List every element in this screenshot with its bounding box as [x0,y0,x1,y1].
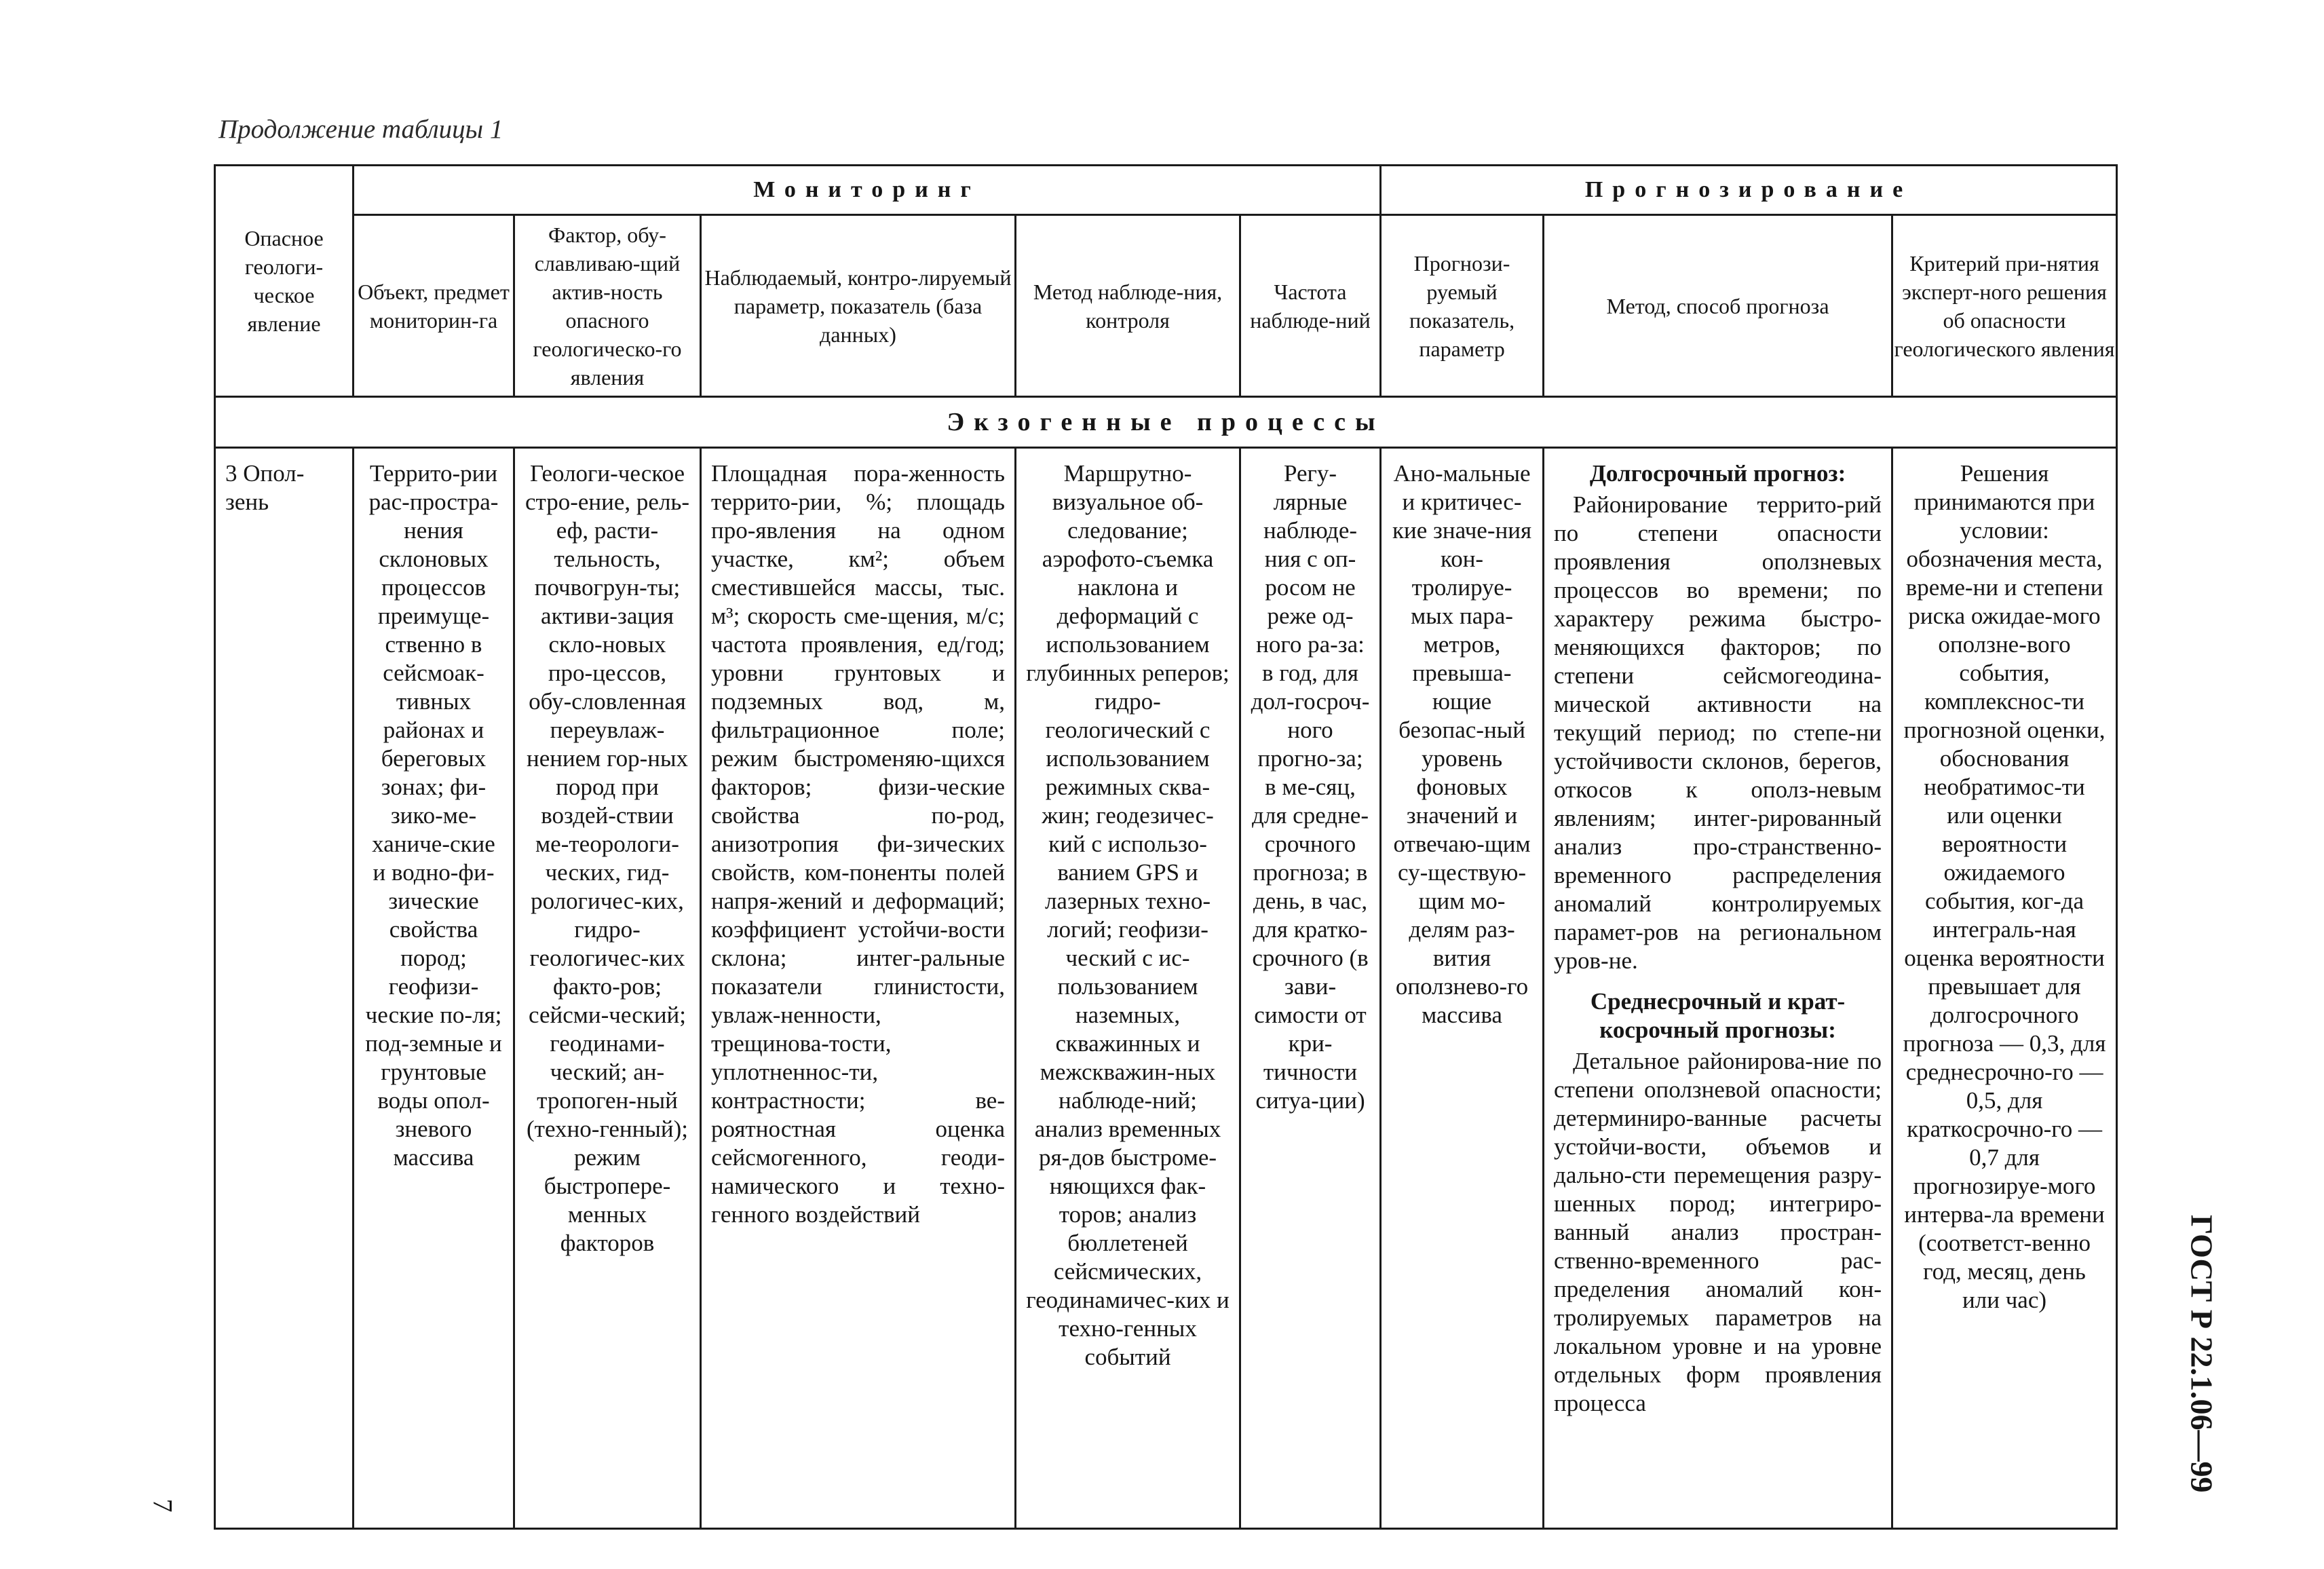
cell-forecast-param: Ано-мальные и критичес-кие значе-ния кон-тролируе-мых пара-метров, превыша-ющие безопас-ный уровень фоновых значений и отвечаю-щим су-ществую-щим мо-делям раз-вития оползнево-го массива [1392,460,1532,1028]
cell-forecast-method [1544,449,1891,1418]
long-term-text: Районирование террито-рий по степени опасности проявления оползневых процессов во времени; по характеру режима быстро-меняющихся факторов; по степени сейсмогеодина-мической активности на текущий период; по степе-ни устойчивости склонов, берегов, откосов к ополз-невым явлениям; интег-рированный анализ про-странственно-временного распределения аномалий контролируемых парамет-ров на региональном уров-не. [1554,491,1882,974]
group-header-monitoring: Мониторинг [354,166,1381,215]
table-caption: Продолжение таблицы 1 [218,115,503,144]
col-header-method: Метод наблюде-ния, контроля [1016,215,1240,397]
long-term-title: Долгосрочный прогноз: [1589,460,1846,487]
col-header-forecast-param: Прогнози-руемый показатель, параметр [1381,215,1544,397]
col-header-factor: Фактор, обу-славливаю-щий актив-ность опасного геологическо-го явления [514,215,701,397]
table-row [215,448,2117,1529]
section-title: Экзогенные процессы [215,397,2117,448]
col-header-object: Объект, предмет мониторин-га [354,215,514,397]
cell-phenomenon: 3 Опол-зень [225,460,305,515]
cell-criterion: Решения принимаются при условии: обозначения места, време-ни и степени риска ожидае-мого оползне-вого события, комплекснос-ти прогнозной оценки, обоснования необратимос-ти или оценки вероятности ожидаемого события, ког-да интеграль-ная оценка вероятности превышает для долгосрочного прогноза — 0,3, для среднесрочно-го — 0,5, для краткосрочно-го — 0,7 для прогнозируе-мого интерва-ла времени (соответст-венно год, месяц, день или час) [1903,460,2106,1313]
monitoring-table [214,164,2118,1530]
col-header-phenomenon: Опасное геологи-ческое явление [215,166,354,397]
short-term-text: Детальное районирова-ние по степени оползневой опасности; детерминиро-ванные расчеты устойчи-вости, объемов и дально-сти перемещения разру-шенных пород; интегриро-ванный анализ простран-ственно-временного рас-пределения аномалий кон-тролируемых параметров на локальном уровне и на уровне отдельных форм проявления процесса [1554,1048,1882,1416]
col-header-forecast-method: Метод, способ прогноза [1544,215,1892,397]
short-term-title: Среднесрочный и крат-косрочный прогнозы: [1590,988,1846,1043]
col-header-criterion: Критерий при-нятия эксперт-ного решения об опасности геологического явления [1892,215,2117,397]
col-header-frequency: Частота наблюде-ний [1240,215,1381,397]
cell-frequency: Регу-лярные наблюде-ния с оп-росом не реже од-ного ра-за: в год, для дол-госроч-ного прогно-за; в ме-сяц, для средне-срочного прогноза; в день, в час, для кратко-срочного (в зави-симости от кри-тичности ситуа-ции) [1251,460,1370,1114]
cell-object: Террито-рии рас-простра-нения склоновых процессов преимуще-ственно в сейсмоак-тивных районах и береговых зонах; фи-зико-ме-ханиче-ские и водно-фи-зические свойства пород; геофизи-ческие по-ля; под-земные и грунтовые воды опол-зневого массива [365,460,502,1171]
cell-method: Маршрутно-визуальное об-следование; аэрофото-съемка наклона и деформаций с использованием глубинных реперов; гидро-геологический с использованием режимных сква-жин; геодезичес-кий с использо-ванием GPS и лазерных техно-логий; геофизи-ческий с ис-пользованием наземных, скважинных и межскважин-ных наблюде-ний; анализ временных ря-дов быстроме-няющихся фак-торов; анализ бюллетеней сейсмических, геодинамичес-ких и техно-генных событий [1026,460,1230,1370]
col-header-parameter: Наблюдаемый, контро-лируемый параметр, показатель (база данных) [701,215,1016,397]
cell-factor: Геологи-ческое стро-ение, рель-еф, расти-тельность, почвогрун-ты; активи-зация скло-новых про-цессов, обу-словленная переувлаж-нением гор-ных пород при воздей-ствии ме-теорологи-ческих, гид-рологичес-ких, гидро-геологичес-ких факто-ров; сейсми-ческий; геодинами-ческий; ан-тропоген-ный (техно-генный); режим быстропере-менных факторов [525,460,690,1256]
group-header-forecast: Прогнозирование [1381,166,2117,215]
page-number: 7 [147,1498,178,1513]
cell-parameter: Площадная пора-женность террито-рии, %; площадь про-явления на одном участке, км²; объем сместившейся массы, тыс. м³; скорость сме-щения, м/с; частота проявления, ед/год; уровни грунтовых и подземных вод, м, фильтрационное поле; режим быстроменяю-щихся факторов; физи-ческие свойства по-род, анизотропия фи-зических свойств, ком-поненты полей напря-жений и деформаций; коэффициент устойчи-вости склона; интег-ральные показатели глинистости, увлаж-ненности, трещинова-тости, уплотненнос-ти, контрастности; ве-роятностная оценка сейсмогенного, геоди-намического и техно-генного воздействий [711,460,1005,1228]
standard-label: ГОСТ Р 22.1.06—99 [2184,1215,2220,1493]
